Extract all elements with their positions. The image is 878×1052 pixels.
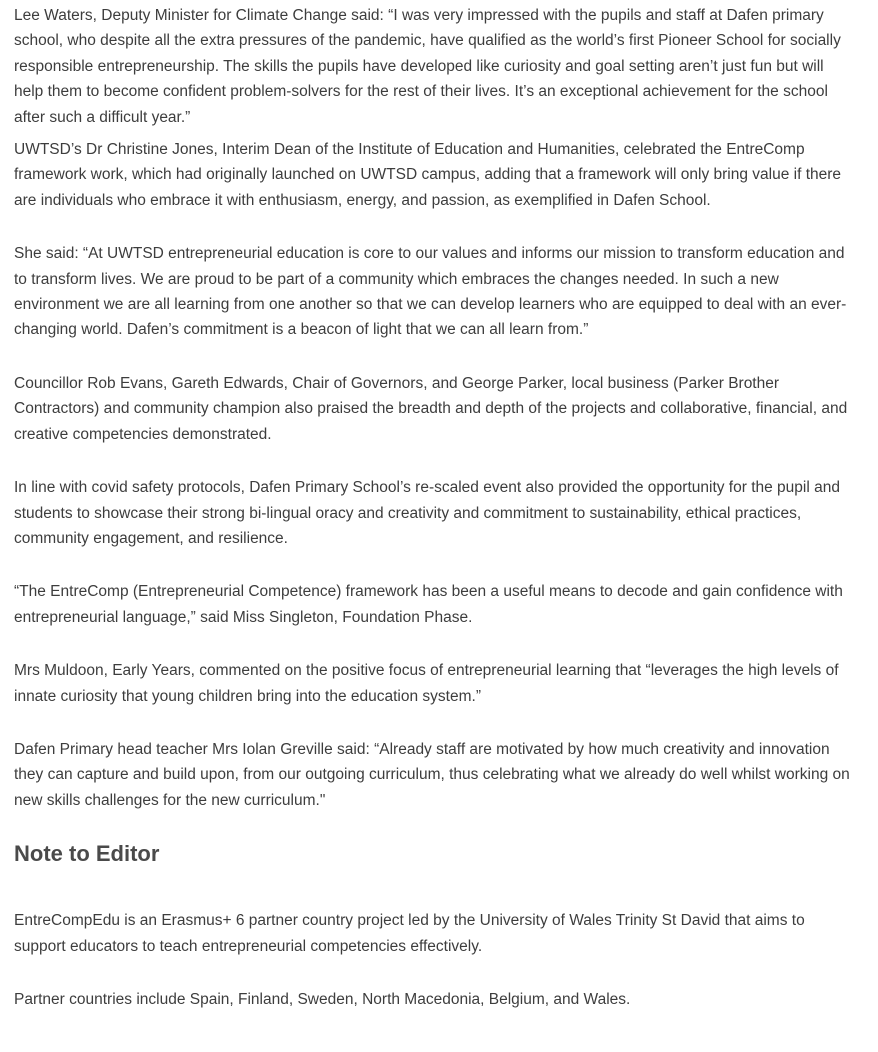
paragraph-christine-jones: UWTSD’s Dr Christine Jones, Interim Dean of the Institute of Education and Humanities, celebrated the EntreComp framework work, which had originally launched on UWTSD campus, adding that a framework will only bring value if there are individuals who embrace it with enthusiasm, energy, and passion, as exemplified in Dafen School. [14, 141, 842, 209]
paragraph-mrs-muldoon-quote: Mrs Muldoon, Early Years, commented on the positive focus of entrepreneurial learning that “leverages the high levels of innate curiosity that young children bring into the education system.” [14, 662, 839, 705]
paragraph-head-teacher-quote: Dafen Primary head teacher Mrs Iolan Greville said: “Already staff are motivated by how much creativity and innovation they can capture and build upon, from our outgoing curriculum, thus celebrating what we already do well whilst working on new skills challenges for the new curriculum." [14, 740, 850, 809]
note-to-editor-heading: Note to Editor [14, 841, 160, 867]
paragraph-entrecompedu-project: EntreCompEdu is an Erasmus+ 6 partner country project led by the University of Wales Trinity St David that aims to support educators to teach entrepreneurial competencies effectively. [14, 912, 805, 955]
paragraph-councillor-praise: Councillor Rob Evans, Gareth Edwards, Chair of Governors, and George Parker, local business (Parker Brother Contractors) and community champion also praised the breadth and depth of the projects and collaborative, financial, and creative competencies demonstrated. [14, 374, 848, 443]
paragraph-miss-singleton-quote: “The EntreComp (Entrepreneurial Competence) framework has been a useful means to decode and gain confidence with entrepreneurial language,” said Miss Singleton, Foundation Phase. [14, 583, 843, 626]
paragraph-partner-countries: Partner countries include Spain, Finland, Sweden, North Macedonia, Belgium, and Wales. [14, 990, 631, 1008]
paragraph-she-said-quote: She said: “At UWTSD entrepreneurial education is core to our values and informs our mission to transform education and to transform lives. We are proud to be part of a community which embraces the changes needed. In such a new environment we are all learning from one another so that we can develop learners who are equipped to deal with an ever-changing world. Dafen’s commitment is a beacon of light that we can all learn from.” [14, 245, 847, 339]
paragraph-lee-waters-quote: Lee Waters, Deputy Minister for Climate Change said: “I was very impressed with the pupils and staff at Dafen primary school, who despite all the extra pressures of the pandemic, have qualified as the world’s first Pioneer School for socially responsible entrepreneurship. The skills the pupils have developed like curiosity and goal setting aren’t just fun but will help them to become confident problem-solvers for the rest of their lives. It’s an exceptional achievement for the school after such a difficult year.” [14, 7, 841, 126]
paragraph-covid-protocols: In line with covid safety protocols, Dafen Primary School’s re-scaled event also provided the opportunity for the pupil and students to showcase their strong bi-lingual oracy and creativity and commitment to sustainability, ethical practices, community engagement, and resilience. [14, 479, 840, 547]
